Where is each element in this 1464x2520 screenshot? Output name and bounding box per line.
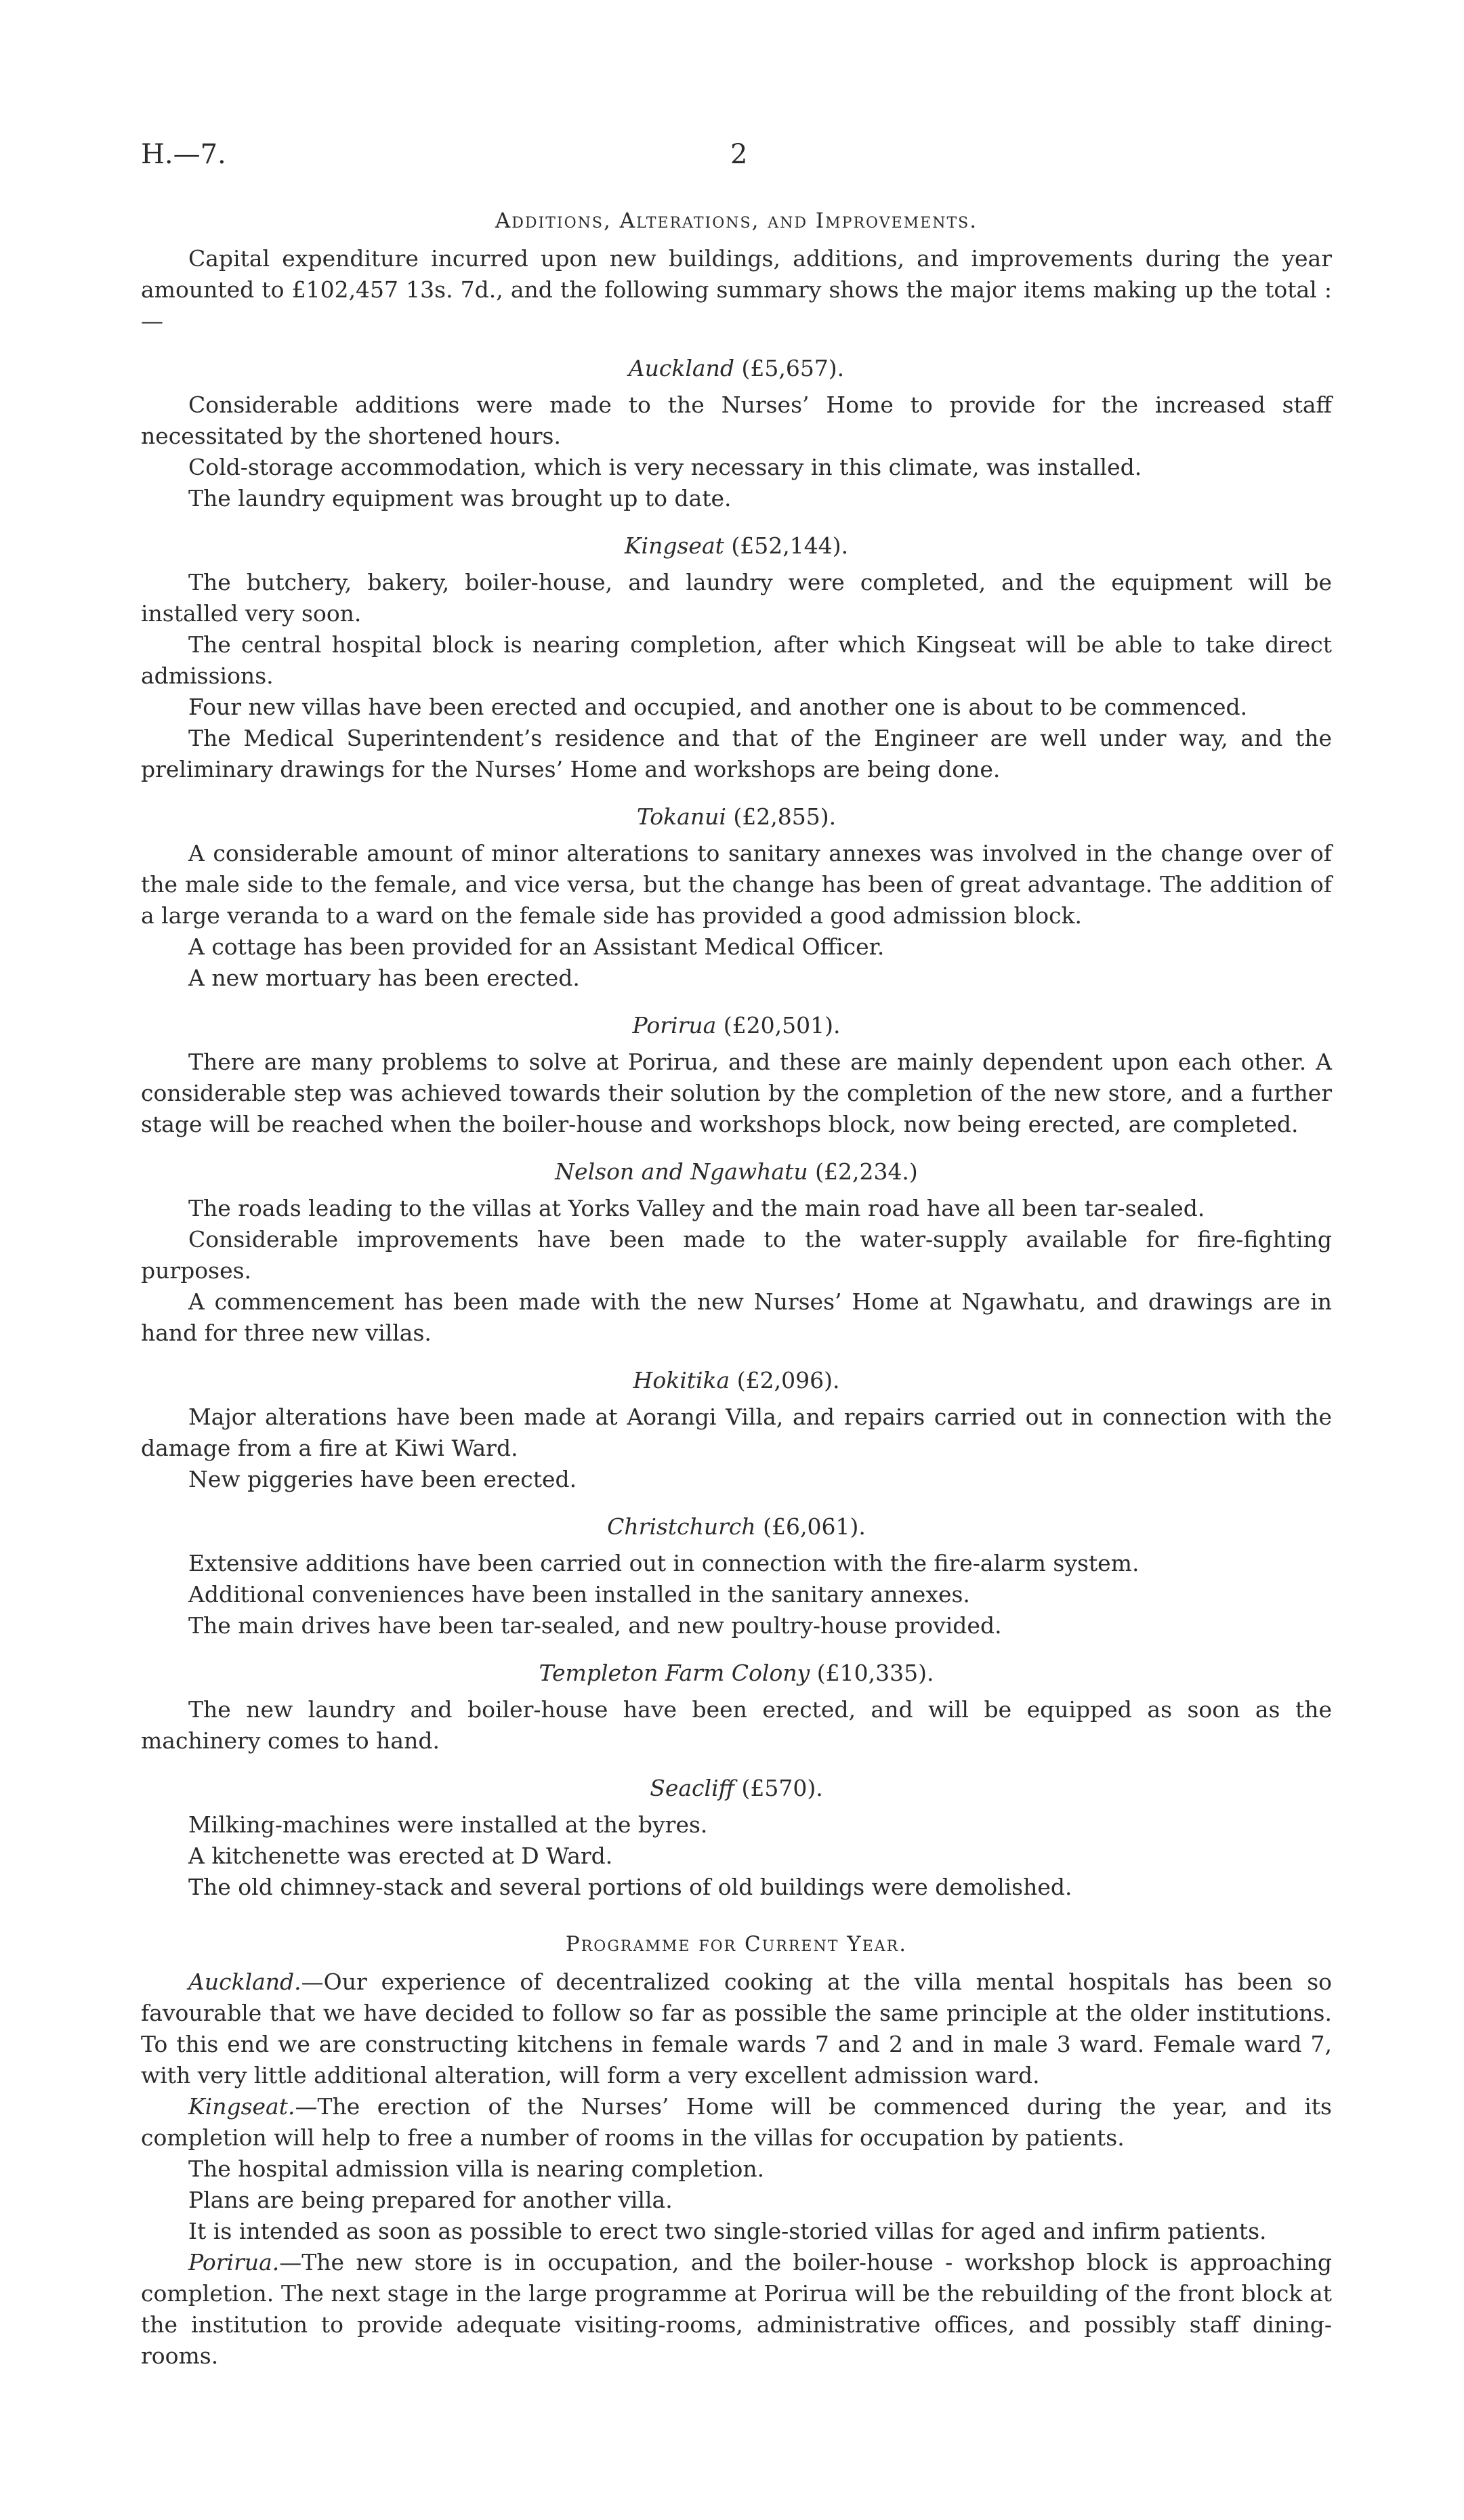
subsection-heading-kingseat <box>141 530 1332 562</box>
paragraph: A new mortuary has been erected. <box>188 965 580 991</box>
paragraph: Considerable additions were made to the Nurses’ Home to provide for the increased staff necessitated by the shortened hours. <box>141 392 1332 449</box>
section-title-additions: Additions, Alterations, and Improvements. <box>495 209 978 233</box>
subsection-name: Hokitika <box>633 1367 730 1393</box>
paragraph <box>141 2154 1332 2185</box>
section-intro: Capital expenditure incurred upon new buildings, additions, and improvements during the year amounted to £102,457 13s. 7d., and the following summary shows the major items making up the total :— <box>141 245 1332 334</box>
paragraph-text: —Our experience of decentralized cooking at the villa mental hospitals has been so favourable that we have decided to follow so far as possible the same principle at the older institutions. To this end we are constructing kitchens in female wards 7 and 2 and in male 3 ward. Female ward 7, with very little additional alteration, will form a very excellent admission ward. <box>141 1969 1332 2088</box>
subsection-amount: (£2,096). <box>736 1367 840 1393</box>
subsection-amount: (£2,234.) <box>815 1158 918 1185</box>
subsection-name: Tokanui <box>636 803 726 830</box>
subsection-heading-tokanui <box>141 801 1332 833</box>
paragraph-text: —The new store is in occupation, and the boiler-house - workshop block is approaching completion. The next stage in the large programme at Porirua will be the rebuilding of the front block at the institution to provide adequate visiting-rooms, administrative offices, and possibly staff dining-rooms. <box>141 2249 1332 2369</box>
document-reference: H.—7. <box>141 139 226 170</box>
paragraph: Cold-storage accommodation, which is very necessary in this climate, was installed. <box>188 454 1142 480</box>
paragraph <box>141 1967 1332 2091</box>
subsection-amount: (£570). <box>741 1775 823 1801</box>
section-title-programme: Programme for Current Year. <box>565 1932 908 1956</box>
paragraph: The new laundry and boiler-house have been erected, and will be equipped as soon as the machinery comes to hand. <box>141 1696 1332 1754</box>
subsection-heading-seacliff <box>141 1773 1332 1804</box>
paragraph <box>141 2091 1332 2154</box>
subsection-heading-templeton <box>141 1658 1332 1689</box>
paragraph: There are many problems to solve at Porirua, and these are mainly dependent upon each other. A considerable step was achieved towards their solution by the completion of the new store, and a further stage will be reached when the boiler-house and workshops block, now being erected, are completed. <box>141 1049 1332 1137</box>
paragraph-text: —The erection of the Nurses’ Home will be commenced during the year, and its completion will help to free a number of rooms in the villas for occupation by patients. <box>141 2093 1332 2151</box>
paragraph: Additional conveniences have been installed in the sanitary annexes. <box>188 1581 970 1608</box>
paragraph: The laundry equipment was brought up to date. <box>188 485 732 511</box>
paragraph: The butchery, bakery, boiler-house, and laundry were completed, and the equipment will be installed very soon. <box>141 569 1332 627</box>
subsection-heading-auckland <box>141 353 1332 384</box>
paragraph: A considerable amount of minor alterations to sanitary annexes was involved in the change over of the male side to the female, and vice versa, but the change has been of great advantage. The addition of a large veranda to a ward on the female side has provided a good admission block. <box>141 840 1332 929</box>
page-number: 2 <box>730 139 748 170</box>
subsection-name: Nelson and Ngawhatu <box>555 1158 808 1185</box>
subsection-amount: (£52,144). <box>731 532 849 559</box>
paragraph-lead: Kingseat. <box>188 2093 295 2120</box>
subsection-name: Christchurch <box>607 1513 756 1540</box>
subsection-heading-christchurch <box>141 1511 1332 1542</box>
paragraph: Extensive additions have been carried out in connection with the fire-alarm system. <box>188 1550 1139 1576</box>
subsection-name: Porirua <box>632 1012 717 1038</box>
subsection-amount: (£10,335). <box>816 1660 934 1686</box>
paragraph: Four new villas have been erected and occupied, and another one is about to be commenced. <box>188 694 1248 720</box>
paragraph: Major alterations have been made at Aorangi Villa, and repairs carried out in connection with the damage from a fire at Kiwi Ward. <box>141 1404 1332 1461</box>
subsection-heading-porirua <box>141 1010 1332 1041</box>
paragraph-text: It is intended as soon as possible to erect two single-storied villas for aged and infirm patients. <box>188 2218 1267 2244</box>
subsection-amount: (£20,501). <box>723 1012 841 1038</box>
subsection-amount: (£2,855). <box>733 803 837 830</box>
page-header <box>141 125 1332 180</box>
paragraph-lead: Porirua. <box>188 2249 280 2275</box>
paragraph: The old chimney-stack and several portions of old buildings were demolished. <box>188 1874 1072 1900</box>
paragraph: The roads leading to the villas at Yorks Valley and the main road have all been tar-sealed. <box>188 1195 1205 1221</box>
subsection-amount: (£6,061). <box>763 1513 866 1540</box>
subsection-name: Auckland <box>628 355 734 381</box>
subsection-name: Templeton Farm Colony <box>539 1660 810 1686</box>
paragraph: New piggeries have been erected. <box>188 1466 577 1492</box>
paragraph: A cottage has been provided for an Assistant Medical Officer. <box>188 933 885 960</box>
paragraph <box>141 2216 1332 2247</box>
subsection-name: Seacliff <box>650 1775 735 1801</box>
paragraph: Considerable improvements have been made to the water-supply available for fire-fighting purposes. <box>141 1226 1332 1284</box>
paragraph: The main drives have been tar-sealed, and new poultry-house provided. <box>188 1612 1002 1639</box>
subsection-amount: (£5,657). <box>741 355 845 381</box>
paragraph: A commencement has been made with the new Nurses’ Home at Ngawhatu, and drawings are in hand for three new villas. <box>141 1288 1332 1346</box>
paragraph-lead: Auckland. <box>188 1969 301 1995</box>
paragraph: Milking-machines were installed at the byres. <box>188 1811 708 1838</box>
subsection-heading-hokitika <box>141 1365 1332 1396</box>
subsection-heading-nelson <box>141 1156 1332 1188</box>
paragraph: The central hospital block is nearing completion, after which Kingseat will be able to take direct admissions. <box>141 631 1332 689</box>
paragraph-text: The hospital admission villa is nearing completion. <box>188 2156 765 2182</box>
paragraph: The Medical Superintendent’s residence and that of the Engineer are well under way, and the preliminary drawings for the Nurses’ Home and workshops are being done. <box>141 725 1332 782</box>
paragraph: A kitchenette was erected at D Ward. <box>188 1843 613 1869</box>
paragraph-text: Plans are being prepared for another villa. <box>188 2187 673 2213</box>
paragraph <box>141 2185 1332 2216</box>
subsection-name: Kingseat <box>624 532 724 559</box>
paragraph <box>141 2247 1332 2372</box>
